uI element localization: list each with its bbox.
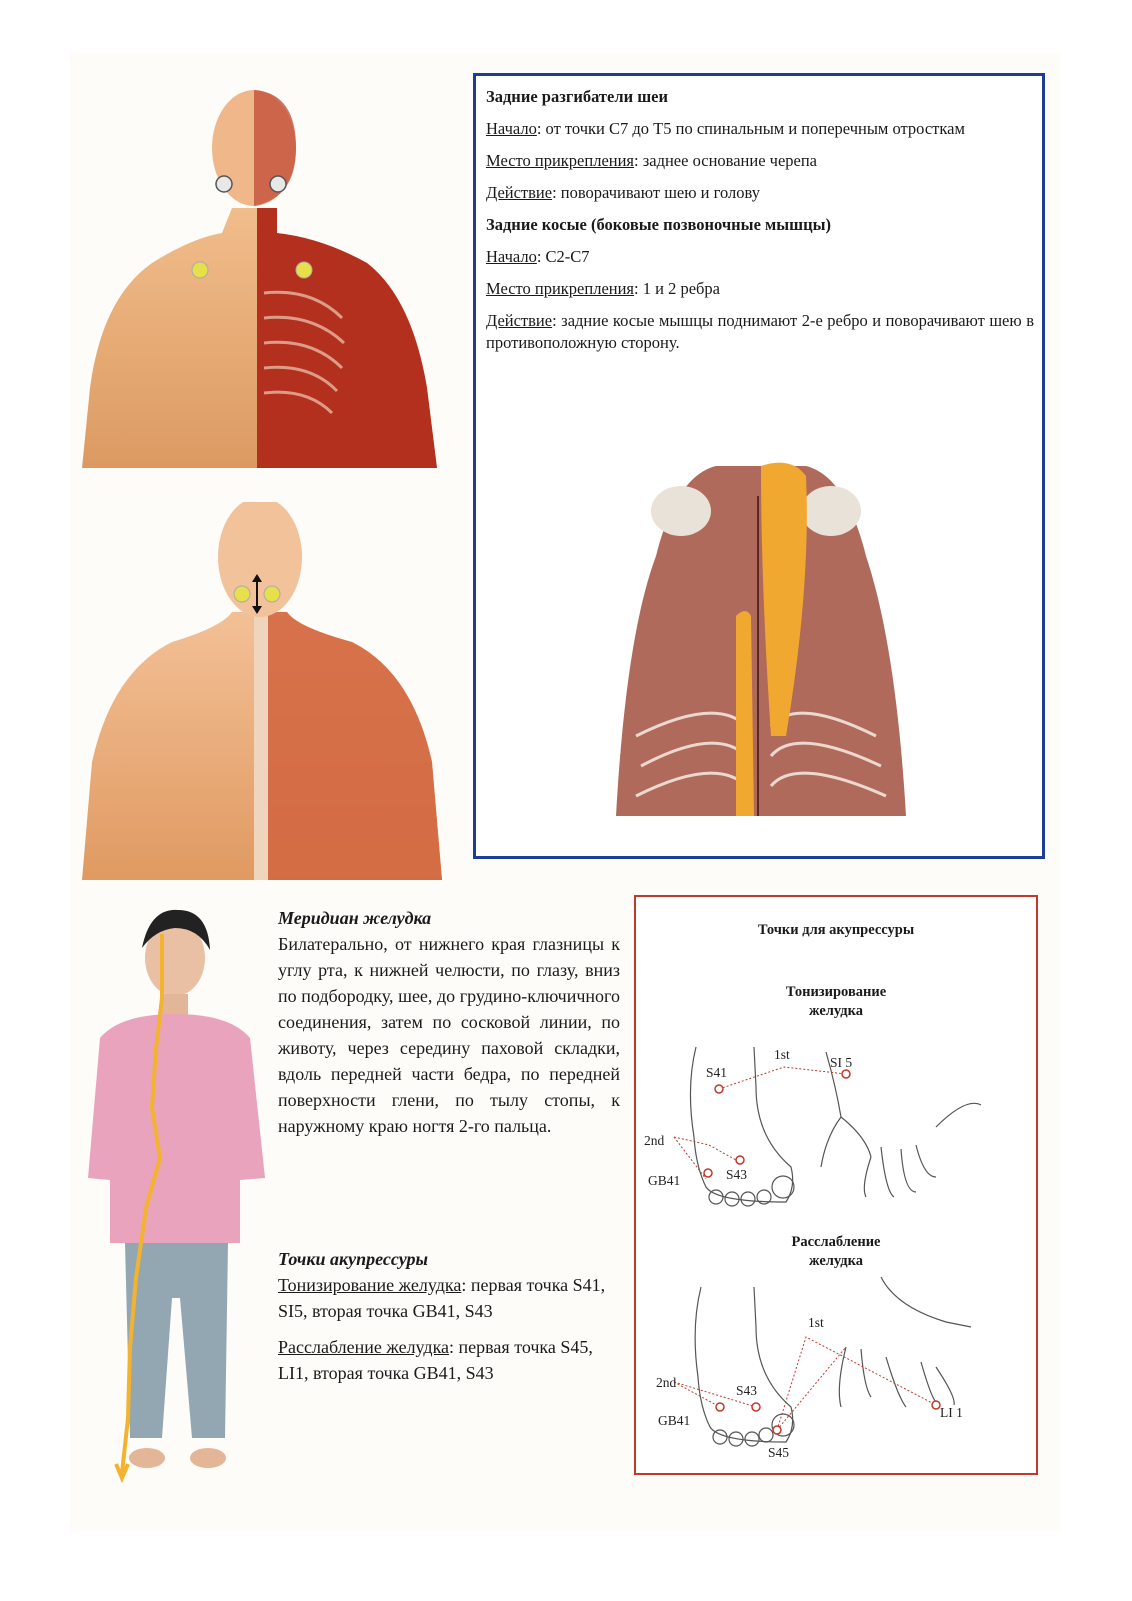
sedate-heading-line1: Расслабление (791, 1234, 881, 1250)
neck-muscles-info-box (473, 73, 1045, 859)
sedate-foot-hand-diagram (636, 1267, 1036, 1467)
tonify-text: : первая точка S41, SI5, вторая точка GB41, S43 (278, 1275, 606, 1321)
label-2nd-lower: 2nd (656, 1375, 677, 1390)
label-gb41-lower: GB41 (658, 1413, 691, 1428)
label-2nd-upper: 2nd (644, 1133, 665, 1148)
meridian-text: Билатерально, от нижнего края глазницы к углу рта, к нижней челюсти, по глазу, вниз по подбородку, шее, до грудино-ключичного соединения, затем по сосковой линии, по животу, через середину паховой складки, вдоль передней части бедра, по передней поверхности глени, по тылу стопы, к наружному краю ногтя 2-го пальца. (278, 934, 620, 1136)
section2-action (486, 310, 1034, 354)
origin-text: : от точки С7 до Т5 по спинальным и поперечным отросткам (536, 119, 965, 138)
label-gb41-upper: GB41 (648, 1173, 681, 1188)
label-1st-upper: 1st (774, 1047, 790, 1062)
sedate-heading-line2: желудка (809, 1253, 863, 1269)
label-s43-upper: S43 (726, 1167, 748, 1182)
section1-origin (486, 118, 1034, 140)
section2-insertion (486, 278, 1034, 300)
origin-label: Начало (486, 119, 537, 138)
section1-action (486, 182, 1034, 204)
neck-muscle-anatomy-illustration (596, 436, 916, 816)
stomach-meridian-photo (80, 898, 270, 1498)
acupressure-diagram-box (634, 895, 1038, 1475)
insertion-label: Место прикрепления (486, 151, 635, 170)
origin-label: Начало (486, 247, 537, 266)
front-torso-illustration (82, 88, 437, 468)
tonify-heading-line1: Тонизирование (785, 984, 887, 1000)
tonify-heading-line2: желудка (809, 1003, 863, 1019)
action-text: : задние косые мышцы поднимают 2-е ребро и поворачивают шею в противоположную сторону. (486, 311, 1034, 352)
sedate-paragraph (278, 1334, 620, 1386)
section1-title: Задние разгибатели шеи (486, 87, 668, 106)
back-torso-illustration (82, 502, 442, 880)
sedate-label: Расслабление желудка (278, 1337, 450, 1357)
tonify-paragraph (278, 1272, 620, 1324)
tonify-label: Тонизирование желудка (278, 1275, 462, 1295)
acu-box-title: Точки для акупрессуры (757, 922, 915, 938)
stomach-meridian-section (278, 905, 620, 1139)
label-s43-lower: S43 (736, 1383, 758, 1398)
acupressure-points-section (278, 1246, 620, 1396)
section2-origin (486, 246, 1034, 268)
insertion-text: : 1 и 2 ребра (634, 279, 720, 298)
section1-insertion (486, 150, 1034, 172)
label-li1: LI 1 (940, 1405, 963, 1420)
label-1st-lower: 1st (808, 1315, 824, 1330)
label-s45: S45 (768, 1445, 790, 1460)
action-label: Действие (486, 183, 553, 202)
section2-title: Задние косые (боковые позвоночные мышцы) (486, 215, 831, 234)
label-s41: S41 (706, 1065, 728, 1080)
sedate-text: : первая точка S45, LI1, вторая точка GB41, S43 (278, 1337, 593, 1383)
insertion-label: Место прикрепления (486, 279, 635, 298)
action-text: : поворачивают шею и голову (552, 183, 760, 202)
origin-text: : С2-С7 (536, 247, 590, 266)
label-si5: SI 5 (830, 1055, 853, 1070)
acupressure-title: Точки акупрессуры (278, 1249, 428, 1269)
insertion-text: : заднее основание черепа (634, 151, 817, 170)
meridian-title: Меридиан желудка (278, 908, 432, 928)
action-label: Действие (486, 311, 553, 330)
